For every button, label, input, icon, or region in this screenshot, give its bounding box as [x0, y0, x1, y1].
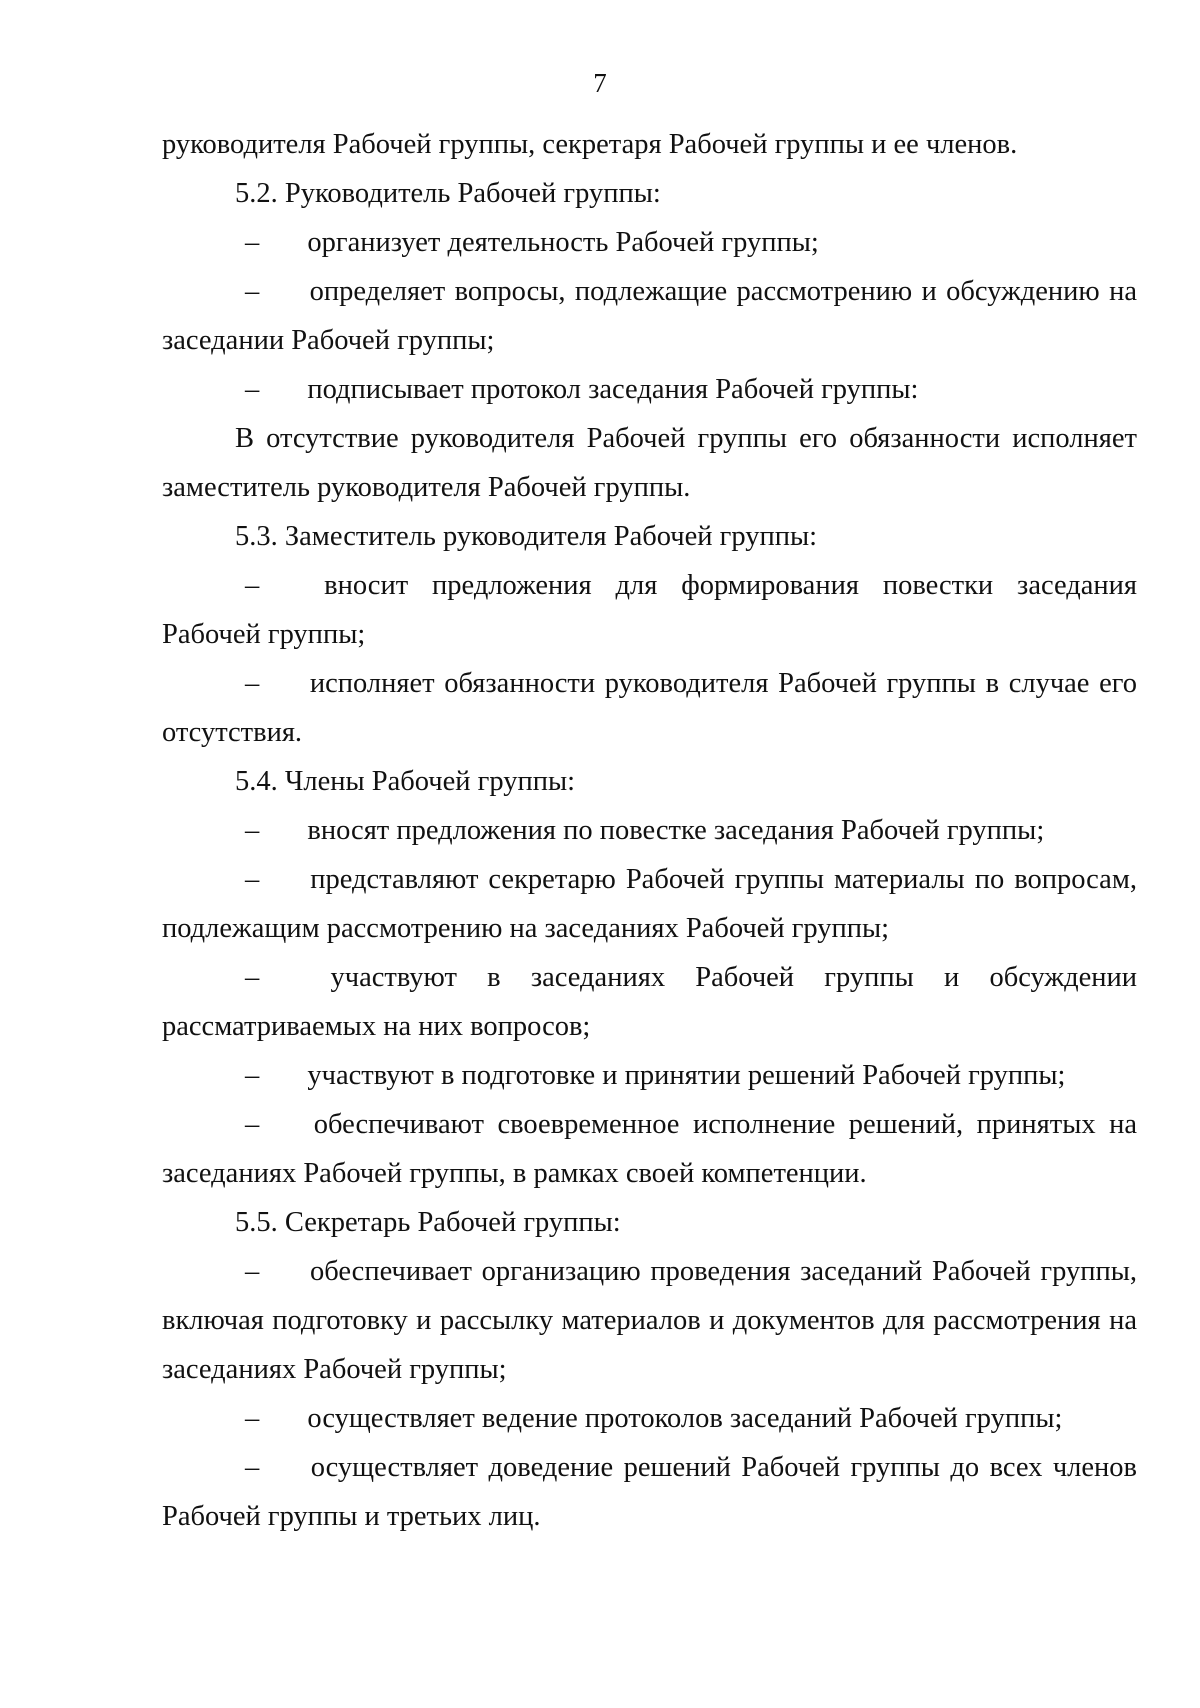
list-item: – обеспечивают своевременное исполнение решений, принятых на заседаниях Рабочей группы, в рамках своей компетенции.	[162, 1109, 1137, 1189]
list-item: – осуществляет ведение протоколов заседаний Рабочей группы;	[245, 1403, 1063, 1434]
list-item: – определяет вопросы, подлежащие рассмотрению и обсуждению на заседании Рабочей группы;	[162, 276, 1137, 356]
section-heading-5-3: 5.3. Заместитель руководителя Рабочей группы:	[235, 521, 818, 552]
list-item: – вносят предложения по повестке заседания Рабочей группы;	[245, 815, 1045, 846]
paragraph: В отсутствие руководителя Рабочей группы его обязанности исполняет заместитель руководителя Рабочей группы.	[162, 423, 1137, 503]
paragraph-continuation: руководителя Рабочей группы, секретаря Рабочей группы и ее членов.	[162, 129, 1018, 160]
list-item: – исполняет обязанности руководителя Рабочей группы в случае его отсутствия.	[162, 668, 1137, 748]
list-item: – участвуют в подготовке и принятии решений Рабочей группы;	[245, 1060, 1066, 1091]
list-item: – вносит предложения для формирования повестки заседания Рабочей группы;	[162, 570, 1137, 650]
list-item: – участвуют в заседаниях Рабочей группы и обсуждении рассматриваемых на них вопросов;	[162, 962, 1137, 1042]
section-heading-5-2: 5.2. Руководитель Рабочей группы:	[235, 178, 661, 209]
list-item: – обеспечивает организацию проведения заседаний Рабочей группы, включая подготовку и рассылку материалов и документов для рассмотрения на заседаниях Рабочей группы;	[162, 1256, 1137, 1385]
list-item: – организует деятельность Рабочей группы;	[245, 227, 819, 258]
document-body	[162, 120, 1137, 1541]
list-item: – представляют секретарю Рабочей группы материалы по вопросам, подлежащим рассмотрению на заседаниях Рабочей группы;	[162, 864, 1137, 944]
section-heading-5-4: 5.4. Члены Рабочей группы:	[235, 766, 576, 797]
section-heading-5-5: 5.5. Секретарь Рабочей группы:	[235, 1207, 621, 1238]
list-item: – подписывает протокол заседания Рабочей группы:	[245, 374, 919, 405]
list-item: – осуществляет доведение решений Рабочей группы до всех членов Рабочей группы и третьих лиц.	[162, 1452, 1137, 1532]
page-number: 7	[593, 68, 607, 98]
